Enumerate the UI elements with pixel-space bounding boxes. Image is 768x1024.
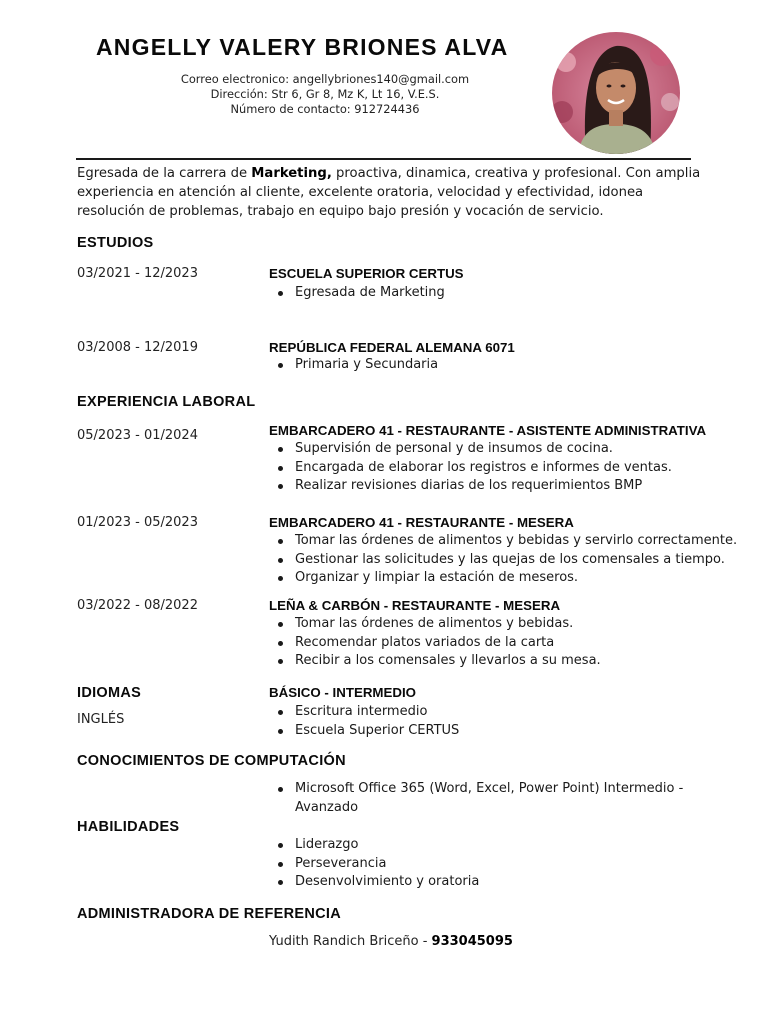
bullet-item: Organizar y limpiar la estación de meseros. [269, 569, 737, 588]
language-level: BÁSICO - INTERMEDIO [269, 685, 417, 700]
entry-date: 03/2008 - 12/2019 [77, 340, 198, 355]
header-divider [76, 158, 691, 160]
profile-summary [77, 164, 702, 221]
summary-prefix: Egresada de la carrera de [77, 166, 252, 181]
phone-line: Número de contacto: 912724436 [230, 102, 420, 116]
computer-skills-bullets [269, 780, 739, 817]
reference-phone: 933045095 [431, 934, 513, 949]
section-heading-computacion: CONOCIMIENTOS DE COMPUTACIÓN [77, 753, 346, 769]
bullet-item: Encargada de elaborar los registros e informes de ventas. [269, 459, 672, 478]
bullet-item: Recibir a los comensales y llevarlos a su mesa. [269, 652, 601, 671]
skills-bullets [269, 836, 479, 892]
bullet-item: Primaria y Secundaria [269, 356, 438, 375]
summary-rest: proactiva, dinamica, creativa y profesional. Con amplia experiencia en atención al cliente, excelente oratoria, velocidad y efectividad, idonea resolución de problemas, trabajo en equipo bajo presión y vocación de servicio. [77, 166, 701, 219]
bullet-item: Tomar las órdenes de alimentos y bebidas y servirlo correctamente. [269, 532, 737, 551]
section-heading-referencia: ADMINISTRADORA DE REFERENCIA [77, 906, 342, 922]
address-line: Dirección: Str 6, Gr 8, Mz K, Lt 16, V.E.S. [210, 87, 440, 101]
bullet-item: Desenvolvimiento y oratoria [269, 873, 479, 892]
bullet-item: Egresada de Marketing [269, 284, 445, 303]
bullet-item: Supervisión de personal y de insumos de cocina. [269, 440, 672, 459]
entry-bullets [269, 532, 737, 588]
bullet-item: Recomendar platos variados de la carta [269, 634, 601, 653]
entry-date: 05/2023 - 01/2024 [77, 428, 198, 443]
section-heading-experiencia: EXPERIENCIA LABORAL [77, 394, 256, 410]
section-heading-idiomas: IDIOMAS [77, 685, 142, 701]
bullet-item: Liderazgo [269, 836, 479, 855]
entry-bullets [269, 284, 445, 303]
bullet-item: Escuela Superior CERTUS [269, 722, 459, 741]
entry-title: EMBARCADERO 41 - RESTAURANTE - MESERA [269, 515, 574, 530]
summary-highlight: Marketing, [251, 166, 332, 181]
entry-title: REPÚBLICA FEDERAL ALEMANA 6071 [269, 340, 515, 355]
bullet-item: Perseverancia [269, 855, 479, 874]
bullet-item: Tomar las órdenes de alimentos y bebidas. [269, 615, 601, 634]
entry-date: 03/2022 - 08/2022 [77, 598, 198, 613]
bullet-item: Escritura intermedio [269, 703, 459, 722]
bullet-item: Gestionar las solicitudes y las quejas de los comensales a tiempo. [269, 551, 737, 570]
entry-date: 01/2023 - 05/2023 [77, 515, 198, 530]
entry-bullets [269, 615, 601, 671]
entry-date: 03/2021 - 12/2023 [77, 266, 198, 281]
entry-title: ESCUELA SUPERIOR CERTUS [269, 266, 464, 281]
bullet-item: Microsoft Office 365 (Word, Excel, Power Point) Intermedio - Avanzado [269, 780, 739, 817]
reference-contact [269, 934, 513, 949]
bullet-item: Realizar revisiones diarias de los requerimientos BMP [269, 477, 672, 496]
entry-bullets [269, 440, 672, 496]
profile-photo [552, 32, 680, 154]
language-name: INGLÉS [77, 712, 125, 727]
language-bullets [269, 703, 459, 740]
section-heading-habilidades: HABILIDADES [77, 819, 180, 835]
section-heading-estudios: ESTUDIOS [77, 235, 154, 251]
reference-name: Yudith Randich Briceño - [269, 934, 432, 949]
entry-title: LEÑA & CARBÓN - RESTAURANTE - MESERA [269, 598, 561, 613]
candidate-name: ANGELLY VALERY BRIONES ALVA [96, 34, 509, 60]
entry-bullets [269, 356, 438, 375]
entry-title: EMBARCADERO 41 - RESTAURANTE - ASISTENTE ADMINISTRATIVA [269, 423, 707, 438]
email-line: Correo electronico: angellybriones140@gmail.com [180, 72, 470, 86]
